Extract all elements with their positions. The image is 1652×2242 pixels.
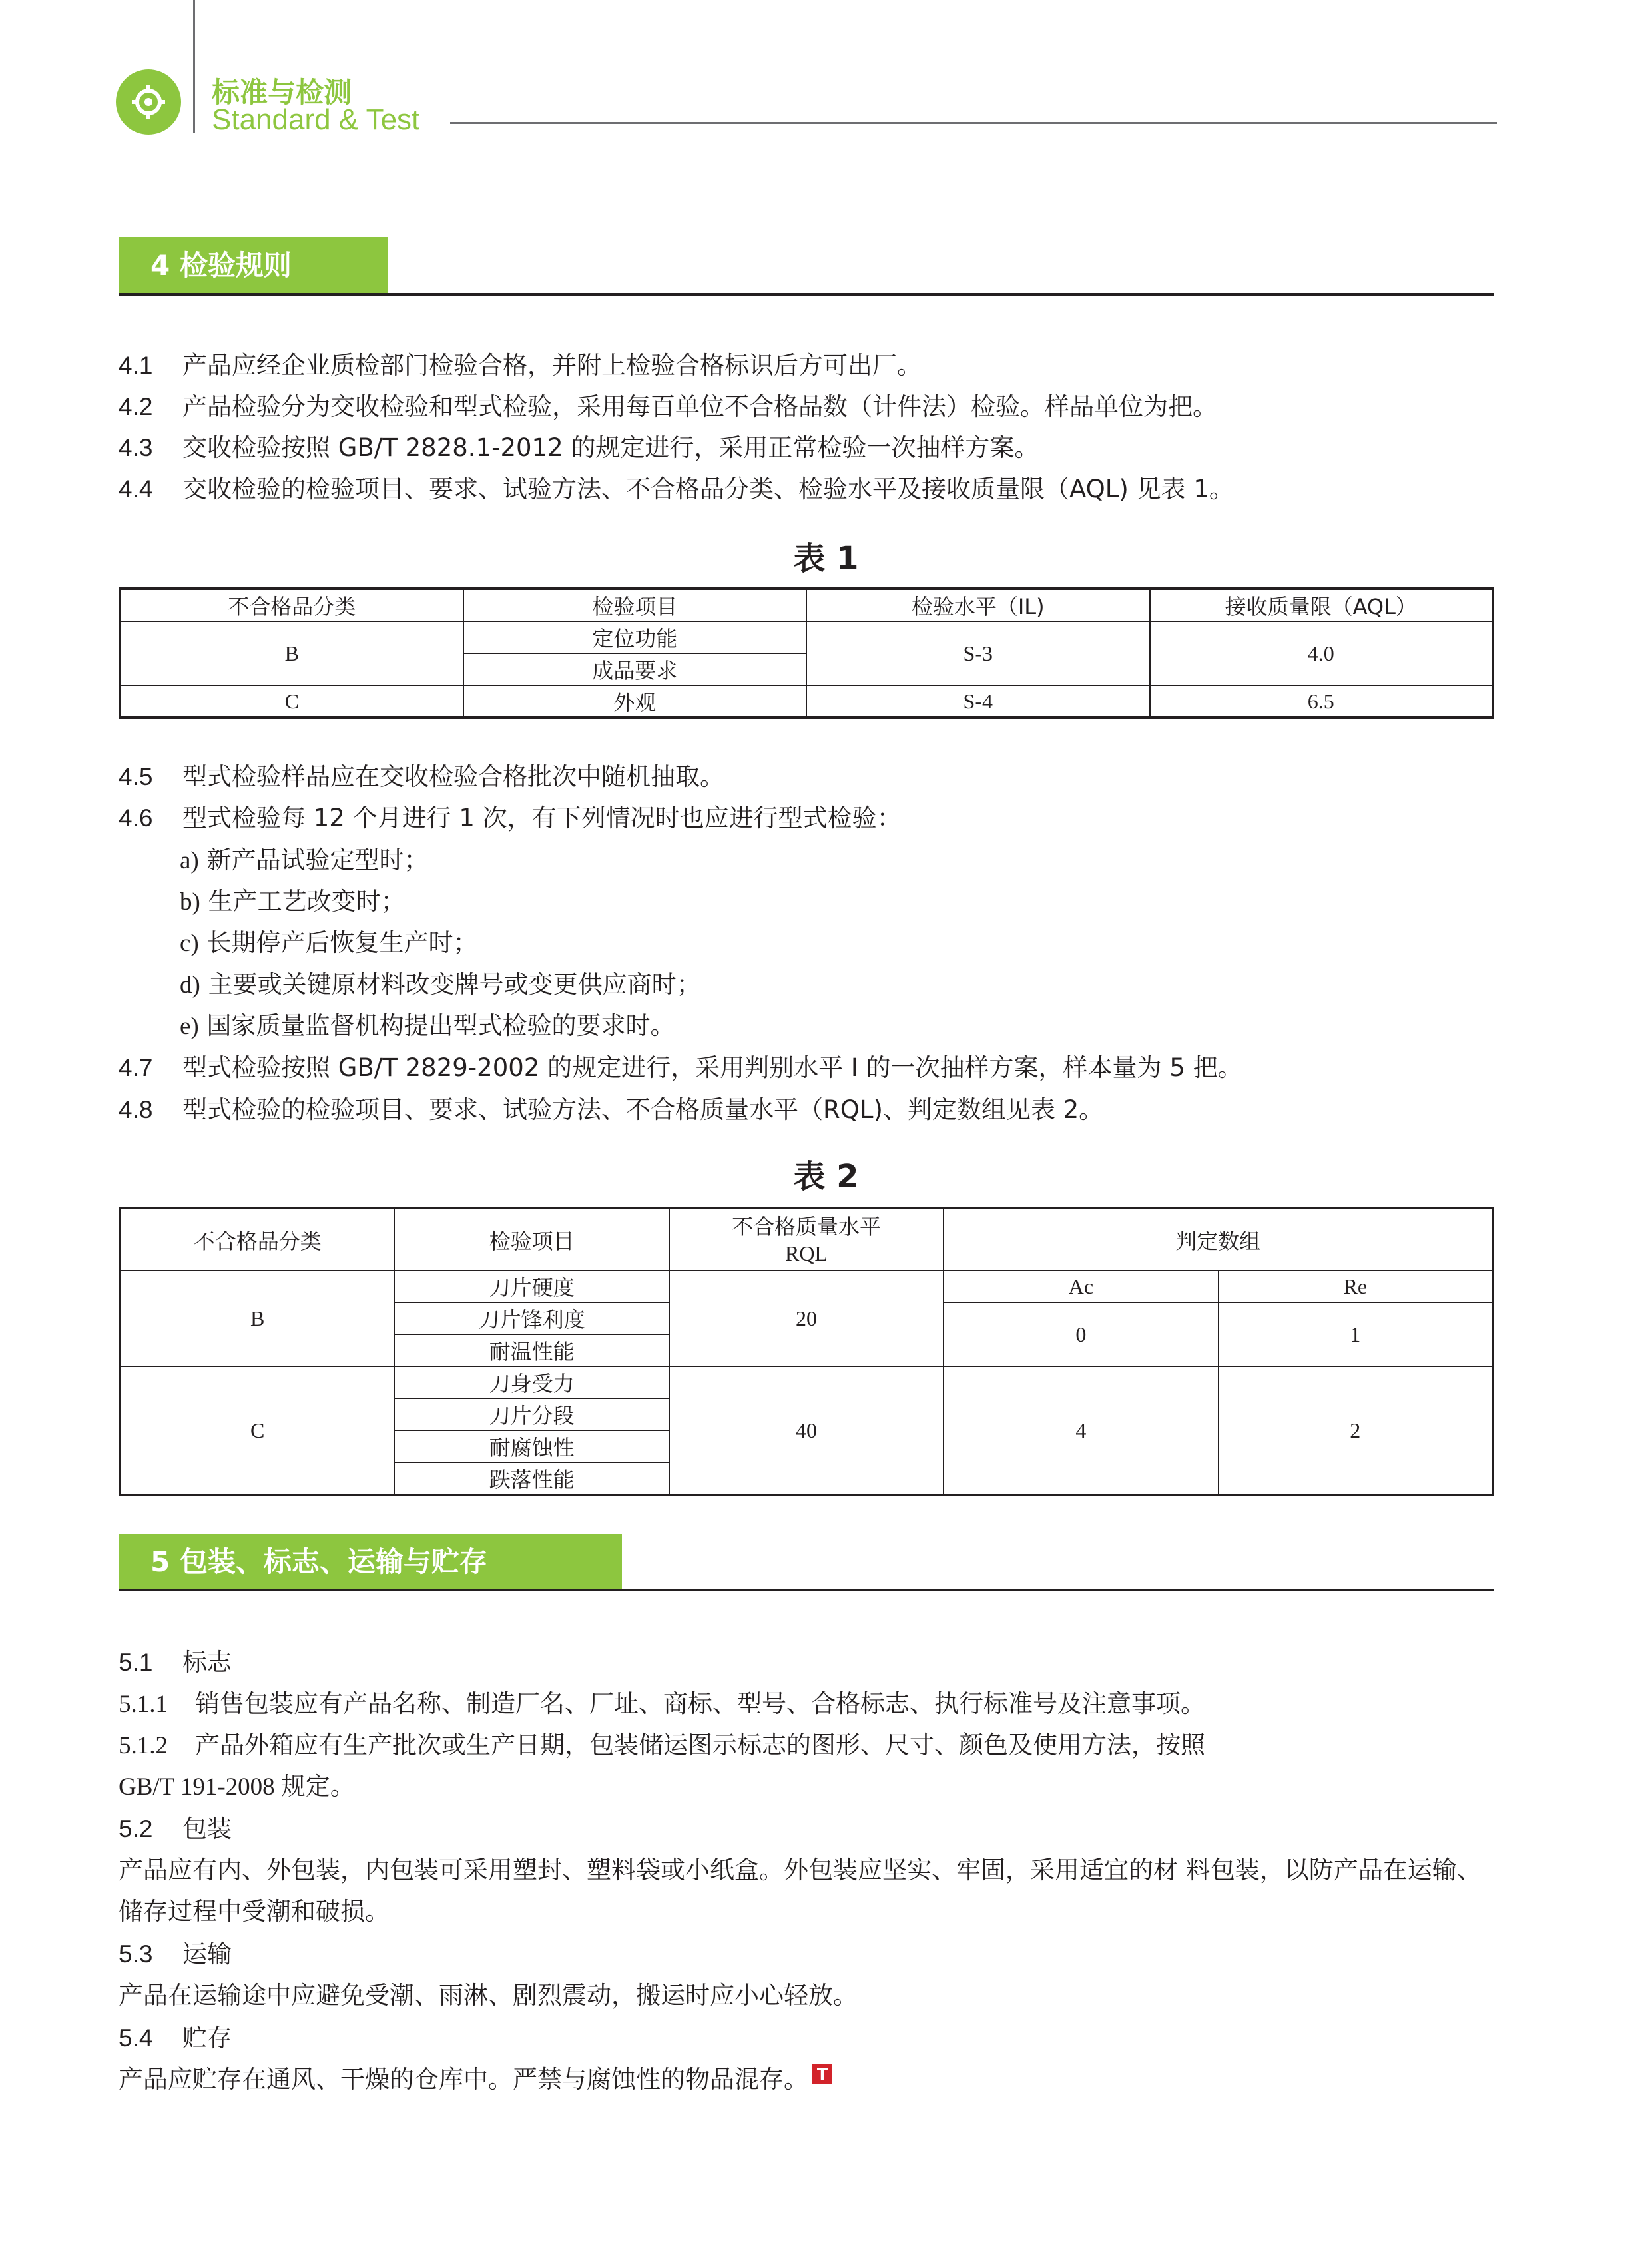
paragraph: 产品在运输途中应避免受潮、雨淋、剧烈震动，搬运时应小心轻放。	[119, 1981, 858, 2010]
list-item: b) 生产工艺改变时；	[180, 887, 406, 916]
table-cell: 6.5	[1150, 685, 1494, 718]
paragraph: 储存过程中受潮和破损。	[119, 1897, 390, 1926]
header-horizontal-rule	[450, 122, 1497, 124]
table-cell: 定位功能	[463, 621, 807, 653]
clause-4-4: 4.4 交收检验的检验项目、要求、试验方法、不合格品分类、检验水平及接收质量限（AQL) 见表 1。	[119, 475, 1234, 503]
list-item: c) 长期停产后恢复生产时；	[180, 928, 478, 957]
table-cell: 4.0	[1150, 621, 1494, 685]
table-1	[119, 587, 1494, 719]
clause-4-1: 4.1 产品应经企业质检部门检验合格，并附上检验合格标识后方可出厂。	[119, 351, 922, 380]
list-item: d) 主要或关键原材料改变牌号或变更供应商时；	[180, 970, 701, 999]
table-cell: 刀片锋利度	[394, 1302, 669, 1334]
table-cell: 跌落性能	[394, 1462, 669, 1495]
table-cell: 1	[1219, 1302, 1493, 1366]
table-cell: 4	[944, 1366, 1218, 1495]
clause-4-6: 4.6 型式检验每 12 个月进行 1 次，有下列情况时也应进行型式检验：	[119, 804, 902, 832]
table-2-title: 表 2	[793, 1158, 859, 1195]
table-header: 接收质量限（AQL）	[1150, 589, 1494, 621]
table-cell: 刀片分段	[394, 1398, 669, 1430]
table-cell: C	[120, 1366, 394, 1495]
table-cell: C	[120, 685, 463, 718]
table-header: 不合格质量水平 RQL	[669, 1208, 944, 1270]
logo	[116, 69, 181, 135]
table-cell: 成品要求	[463, 653, 807, 685]
table-header: 判定数组	[944, 1208, 1493, 1270]
table-header: 检验项目	[394, 1208, 669, 1270]
paragraph: 产品应有内、外包装，内包装可采用塑封、塑料袋或小纸盒。外包装应坚实、牢固，采用适宜的材 料包装，以防产品在运输、	[119, 1856, 1482, 1884]
table-cell: 耐温性能	[394, 1334, 669, 1366]
clause-4-3: 4.3 交收检验按照 GB/T 2828.1-2012 的规定进行，采用正常检验一次抽样方案。	[119, 433, 1039, 462]
clause-5-3: 5.3 运输	[119, 1940, 232, 1968]
header-vertical-rule	[193, 0, 195, 133]
section-4-title: 4 检验规则	[119, 237, 388, 294]
section-5-rule	[119, 1589, 1494, 1591]
table-cell: B	[120, 621, 463, 685]
table-cell: 外观	[463, 685, 807, 718]
table-cell: Re	[1219, 1270, 1493, 1302]
clause-5-1-2-cont: GB/T 191-2008 规定。	[119, 1773, 355, 1801]
table-cell: B	[120, 1270, 394, 1366]
list-item: a) 新产品试验定型时；	[180, 846, 429, 874]
table-2	[119, 1207, 1494, 1496]
table-cell: S-4	[806, 685, 1150, 718]
clause-5-1-2: 5.1.2 产品外箱应有生产批次或生产日期，包装储运图示标志的图形、尺寸、颜色及使用方法，按照	[119, 1731, 1205, 1759]
clause-5-2: 5.2 包装	[119, 1815, 232, 1843]
table-cell: 刀身受力	[394, 1366, 669, 1398]
table-cell: S-3	[806, 621, 1150, 685]
table-header: 不合格品分类	[120, 589, 463, 621]
table-cell: 20	[669, 1270, 944, 1366]
table-cell: 2	[1219, 1366, 1493, 1495]
clause-5-1: 5.1 标志	[119, 1648, 232, 1677]
list-item: e) 国家质量监督机构提出型式检验的要求时。	[180, 1011, 675, 1040]
clause-4-5: 4.5 型式检验样品应在交收检验合格批次中随机抽取。	[119, 762, 724, 791]
header-title-en: Standard & Test	[212, 103, 420, 136]
table-cell: Ac	[944, 1270, 1218, 1302]
table-header: 不合格品分类	[120, 1208, 394, 1270]
clause-5-1-1: 5.1.1 销售包装应有产品名称、制造厂名、厂址、商标、型号、合格标志、执行标准号及注意事项。	[119, 1689, 1205, 1718]
end-mark-icon: T	[812, 2064, 832, 2084]
header-title-cn: 标准与检测	[212, 76, 352, 109]
table-header: 检验项目	[463, 589, 807, 621]
table-1-title: 表 1	[793, 540, 859, 577]
table-cell: 0	[944, 1302, 1218, 1366]
table-cell: 耐腐蚀性	[394, 1430, 669, 1462]
gear-icon	[131, 84, 166, 120]
table-cell: 刀片硬度	[394, 1270, 669, 1302]
clause-4-7: 4.7 型式检验按照 GB/T 2829-2002 的规定进行，采用判别水平 I 的一次抽样方案，样本量为 5 把。	[119, 1053, 1242, 1082]
clause-4-8: 4.8 型式检验的检验项目、要求、试验方法、不合格质量水平（RQL)、判定数组见表 2。	[119, 1095, 1104, 1124]
table-cell: 40	[669, 1366, 944, 1495]
clause-5-4: 5.4 贮存	[119, 2024, 232, 2052]
table-header: 检验水平（IL)	[806, 589, 1150, 621]
section-5-title: 5 包装、标志、运输与贮存	[119, 1534, 622, 1591]
clause-4-2: 4.2 产品检验分为交收检验和型式检验，采用每百单位不合格品数（计件法）检验。样品单位为把。	[119, 392, 1217, 421]
section-4-rule	[119, 293, 1494, 296]
paragraph: 产品应贮存在通风、干燥的仓库中。严禁与腐蚀性的物品混存。 T	[119, 2059, 832, 2095]
